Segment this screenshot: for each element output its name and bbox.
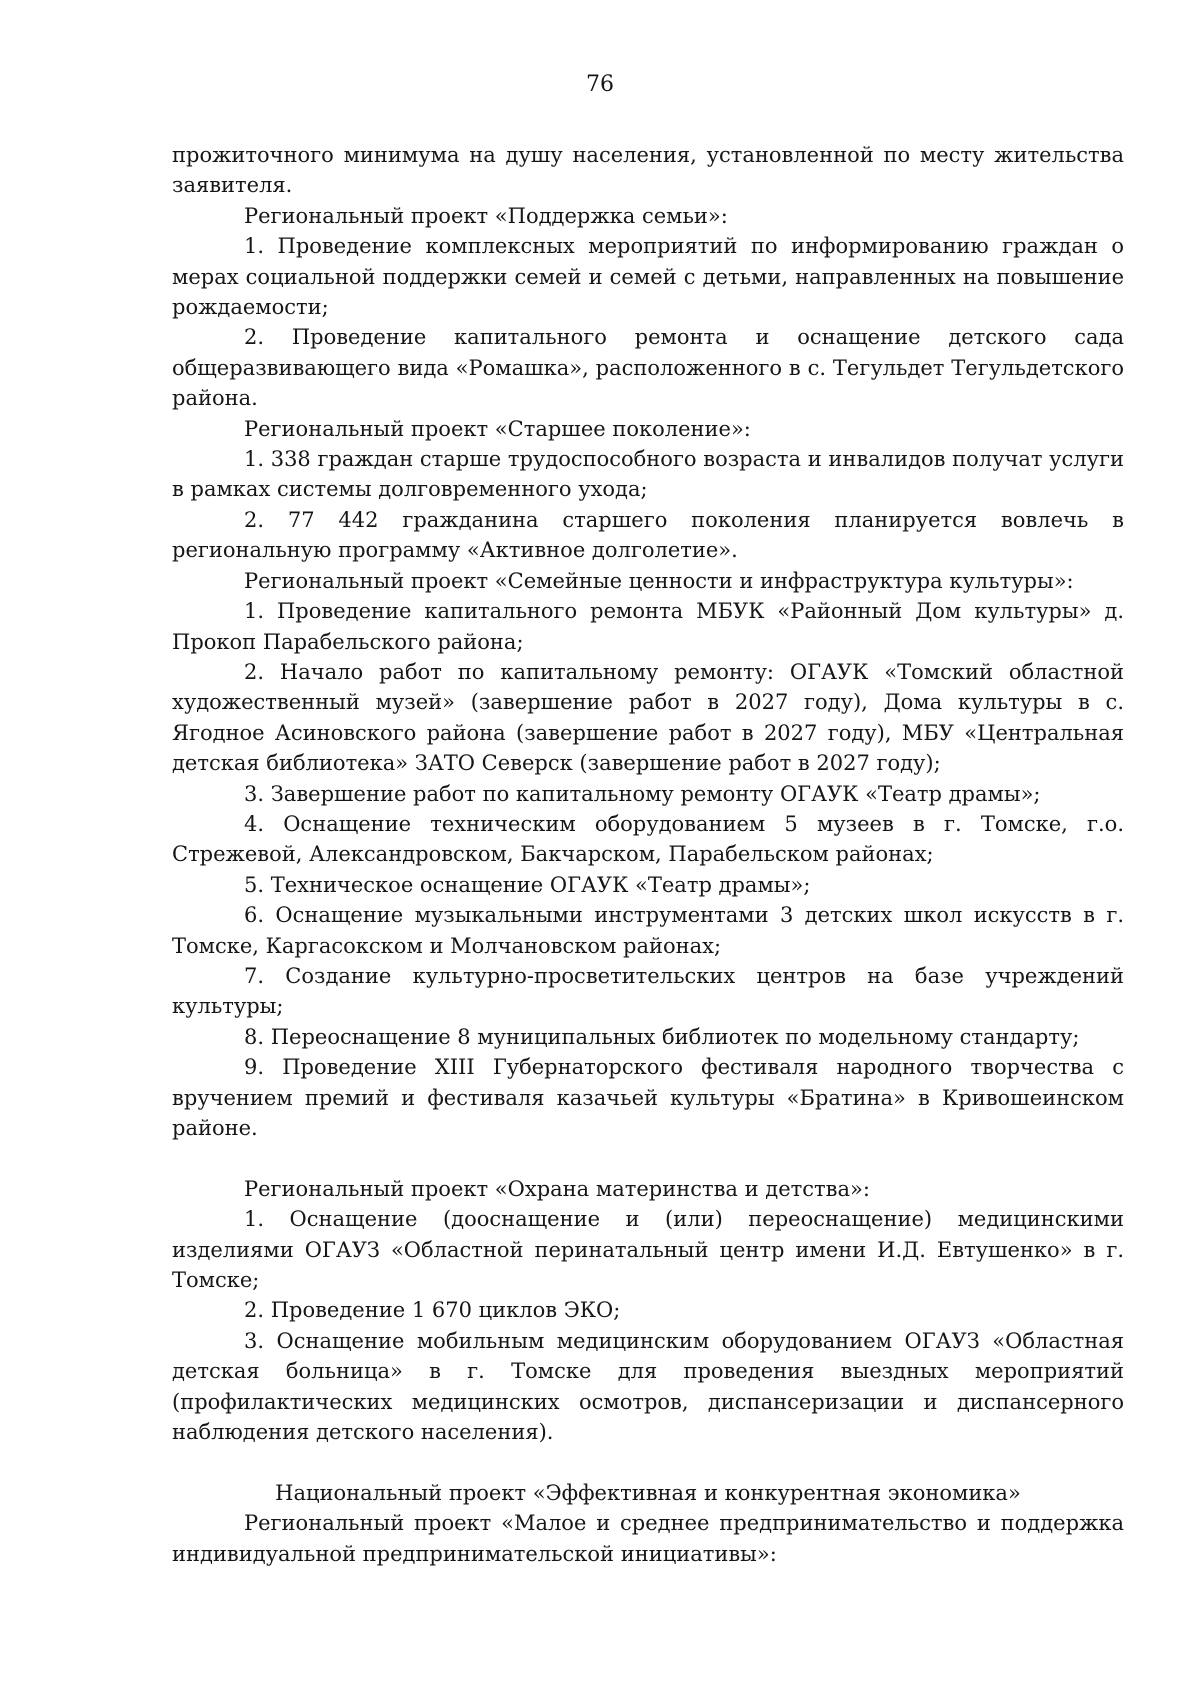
paragraph: 2. Проведение капитального ремонта и оснащение детского сада общеразвивающего вида «Ромашка», расположенного в с. Тегульдет Тегульдетского района. — [172, 325, 1124, 411]
blank-line — [172, 1447, 1124, 1477]
paragraph: 6. Оснащение музыкальными инструментами 3 детских школ искусств в г. Томске, Каргасокском и Молчановском районах; — [172, 903, 1124, 958]
paragraph: 1. Проведение капитального ремонта МБУК «Районный Дом культуры» д. Прокоп Парабельского района; — [172, 599, 1124, 654]
paragraph: 7. Создание культурно-просветительских центров на базе учреждений культуры; — [172, 963, 1124, 1019]
paragraph: 1. Оснащение (дооснащение и (или) переоснащение) медицинскими изделиями ОГАУЗ «Областной перинатальный центр имени И.Д. Евтушенко» в г. Томске; — [172, 1207, 1124, 1293]
paragraph: прожиточного минимума на душу населения, установленной по месту жительства заявителя. — [172, 143, 1124, 198]
paragraph: Региональный проект «Поддержка семьи»: — [244, 203, 728, 228]
paragraph: Региональный проект «Семейные ценности и инфраструктура культуры»: — [244, 568, 1074, 593]
blank-line — [172, 1143, 1124, 1173]
section-heading: Национальный проект «Эффективная и конкурентная экономика» — [275, 1480, 1021, 1505]
paragraph: Региональный проект «Малое и среднее предпринимательство и поддержка индивидуальной предпринимательской инициативы»: — [172, 1511, 1124, 1566]
paragraph: 3. Завершение работ по капитальному ремонту ОГАУК «Театр драмы»; — [244, 781, 1041, 806]
paragraph: 9. Проведение XIII Губернаторского фестиваля народного творчества с вручением премий и фестиваля казачьей культуры «Братина» в Кривошеинском районе. — [172, 1055, 1124, 1140]
paragraph: 1. 338 граждан старше трудоспособного возраста и инвалидов получат услуги в рамках системы долговременного ухода; — [172, 447, 1124, 502]
paragraph: 8. Переоснащение 8 муниципальных библиотек по модельному стандарту; — [244, 1024, 1080, 1049]
page-number: 76 — [586, 72, 614, 97]
paragraph: Региональный проект «Охрана материнства и детства»: — [244, 1176, 870, 1201]
paragraph: 2. 77 442 гражданина старшего поколения планируется вовлечь в региональную программу «Активное долголетие». — [172, 507, 1124, 563]
paragraph: 4. Оснащение техническим оборудованием 5 музеев в г. Томске, г.о. Стрежевой, Александровском, Бакчарском, Парабельском районах; — [172, 811, 1124, 867]
document-body — [172, 140, 1124, 1569]
paragraph: 2. Проведение 1 670 циклов ЭКО; — [244, 1298, 621, 1323]
paragraph: 1. Проведение комплексных мероприятий по информированию граждан о мерах социальной поддержки семей и семей с детьми, направленных на повышение рождаемости; — [172, 234, 1124, 320]
paragraph: 2. Начало работ по капитальному ремонту: ОГАУК «Томский областной художественный музей» (завершение работ в 2027 году), Дома культуры в с. Ягодное Асиновского района (завершение работ в 2027 году), МБУ «Центральная детская библиотека» ЗАТО Северск (завершение работ в 2027 году); — [172, 659, 1124, 776]
paragraph: 3. Оснащение мобильным медицинским оборудованием ОГАУЗ «Областная детская больница» в г. Томске для проведения выездных мероприятий (профилактических медицинских осмотров, диспансеризации и диспансерного наблюдения детского населения). — [172, 1328, 1124, 1445]
paragraph: Региональный проект «Старшее поколение»: — [244, 416, 751, 441]
paragraph: 5. Техническое оснащение ОГАУК «Театр драмы»; — [244, 872, 811, 897]
